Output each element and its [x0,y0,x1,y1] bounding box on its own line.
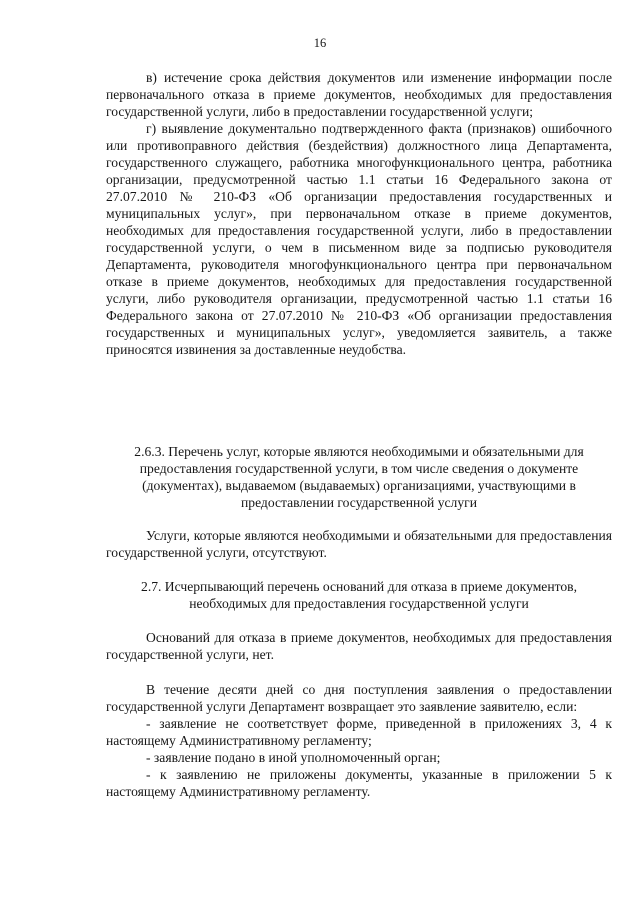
return-reason-item: - к заявлению не приложены документы, указанные в приложении 5 к настоящему Административному регламенту. [106,767,612,799]
section-2-7-heading: 2.7. Исчерпывающий перечень оснований для отказа в приеме документов, необходимых для предоставления государственной услуги [141,579,577,611]
page-number: 16 [313,36,327,50]
section-2-6-3-paragraph: Услуги, которые являются необходимыми и обязательными для предоставления государственной услуги, отсутствуют. [106,528,612,560]
return-reason-item: - заявление подано в иной уполномоченный орган; [146,750,441,765]
paragraph-item-g: г) выявление документально подтвержденного факта (признаков) ошибочного или противоправного действия (бездействия) должностного лица Департамента, государственного служащего, работника многофункционального центра, работника организации, предусмотренной частью 1.1 статьи 16 Федерального закона от 27.07.2010 № 210-ФЗ «Об организации предоставления государственных и муниципальных услуг», при первоначальном отказе в приеме документов, необходимых для предоставления государственной услуги, либо в предоставлении государственной услуги, о чем в письменном виде за подписью руководителя Департамента, руководителя многофункционального центра при первоначальном отказе в приеме документов, необходимых для предоставления государственной услуги, либо руководителя организации, предусмотренной частью 1.1 статьи 16 Федерального закона от 27.07.2010 № 210-ФЗ «Об организации предоставления государственных и муниципальных услуг», уведомляется заявитель, а также приносятся извинения за доставленные неудобства. [106,121,612,357]
section-2-7-paragraph: Оснований для отказа в приеме документов, необходимых для предоставления государственной услуги, нет. [106,630,612,662]
return-reason-item: - заявление не соответствует форме, приведенной в приложениях 3, 4 к настоящему Административному регламенту; [106,716,612,748]
paragraph-item-v: в) истечение срока действия документов или изменение информации после первоначального отказа в приеме документов, необходимых для предоставления государственной услуги, либо в предоставлении государственной услуги; [106,70,612,119]
section-2-6-3-heading: 2.6.3. Перечень услуг, которые являются необходимыми и обязательными для предоставления государственной услуги, в том числе сведения о документе (документах), выдаваемом (выдаваемых) организациями, участвующими в предоставлении государственной услуги [134,444,584,510]
grounds-list-continuation [106,69,612,358]
return-application-section [106,681,612,800]
section-2-7-body [106,629,612,663]
section-2-6-3-body [106,527,612,561]
return-intro-paragraph: В течение десяти дней со дня поступления заявления о предоставлении государственной услуги Департамент возвращает это заявление заявителю, если: [106,682,612,714]
